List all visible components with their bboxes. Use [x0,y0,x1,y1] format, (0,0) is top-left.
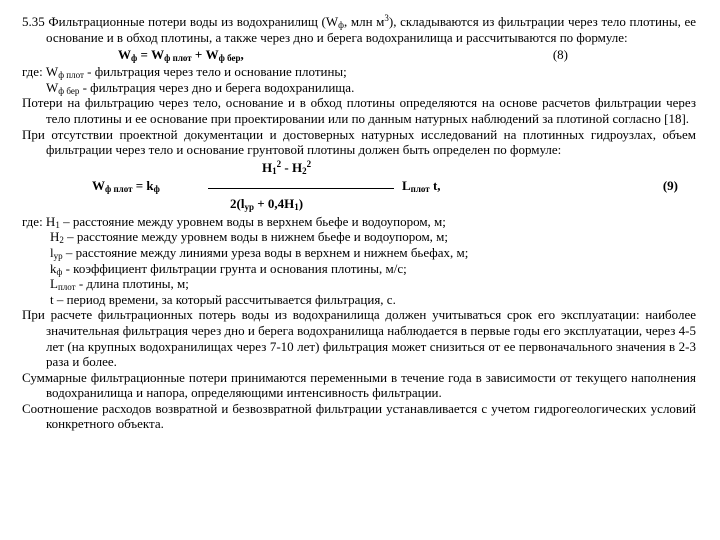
formula-8-body: $W_ф = W_{ф плот} + W_{ф бер}$, [118,47,244,64]
def-lur: $l_{ур}$ – расстояние между линиями уреза воды в верхнем и нижнем бьефах, м; [50,244,469,261]
paragraph-ratio: Соотношение расходов возвратной и безвозвратной фильтрации устанавливается с учетом гидрогеологических условий конкретного объекта. [22,400,696,432]
paragraph-total: Суммарные фильтрационные потери принимаются переменными в течение года в зависимости от текущего наполнения водохранилища и напора, определяющими интенсивность фильтрации. [22,369,696,401]
where-ber: $W_{ф бер}$ - фильтрация через дно и берега водохранилища. [46,79,355,96]
where-plot: где: $W_{ф плот}$ - фильтрация через тело и основание плотины; [22,64,347,81]
formula-8-number: (8) [552,47,568,63]
formula-9-number: (9) [662,177,678,193]
def-h2: $H_2$ – расстояние между уровнем воды в нижнем бьефе и водоупором, м; [50,229,449,246]
intro-rest: , складываются из фильтрации через тело плотины, ее основание и в обход плотины, а также через дно и берега водохранилища и рассчитываются по формуле: [46,14,697,45]
formula-9-denominator: $2(l_{ур} + 0,4H_1)$ [230,195,304,212]
formula-9-lhs: $W_{ф плот} = k_ф$ [92,177,160,194]
unit-text: млн м [350,14,385,29]
section-number: 5.35 [22,14,45,29]
intro-paragraph: 5.35 Фильтрационные потери воды из водохранилищ ($W_ф$, млн $м^3$), складываются из фильтрации через тело плотины, ее основание и в обход плотины, а также через дно и берега водохранилища и рассчитываются по формуле: [22,13,697,45]
def-kf: $k_ф$ - коэффициент фильтрации грунта и основания плотины, м/с; [50,260,407,277]
formula-9-numerator: $H_1^2 - H_2^2$ [262,158,312,176]
intro-first-line: Фильтрационные потери воды из водохранилищ (W [48,14,339,29]
unit-power: 3 [384,13,389,23]
sub-f: ф [338,20,344,30]
formula-9 [22,158,696,214]
fraction-bar [208,188,394,189]
def-h1: где: $H_1$ – расстояние между уровнем воды в верхнем бьефе и водоупором, м; [22,213,446,230]
paragraph-calculation: При расчете фильтрационных потерь воды из водохранилища должен учитываться срок его эксплуатации: наиболее значительная фильтрация через дно и берега водохранилища наблюдается в первые годы его эксплуатации, через 4-5 лет (на крупных водохранилищах через 7-10 лет) фильтрация может снизиться от ее первоначального значения в 2-3 раза и более. [22,307,696,370]
formula-9-rhs: $L_{плот}$ t, [402,177,441,194]
formula-8 [22,45,696,64]
def-lplot: $L_{плот}$ - длина плотины, м; [50,276,189,293]
paragraph-losses: Потери на фильтрацию через тело, основание и в обход плотины определяются на основе расчетов фильтрации через тело плотины и ее основание при проектировании или по данным натурных наблюдений за плотиной согласно [18]. [22,95,696,126]
paragraph-absence: При отсутствии проектной документации и достоверных натурных исследований на плотинных гидроузлах, объем фильтрации через тело и основание грунтовой плотины должен быть определен по формуле: [22,126,696,158]
def-t: t – период времени, за который рассчитывается фильтрация, с. [50,291,396,307]
